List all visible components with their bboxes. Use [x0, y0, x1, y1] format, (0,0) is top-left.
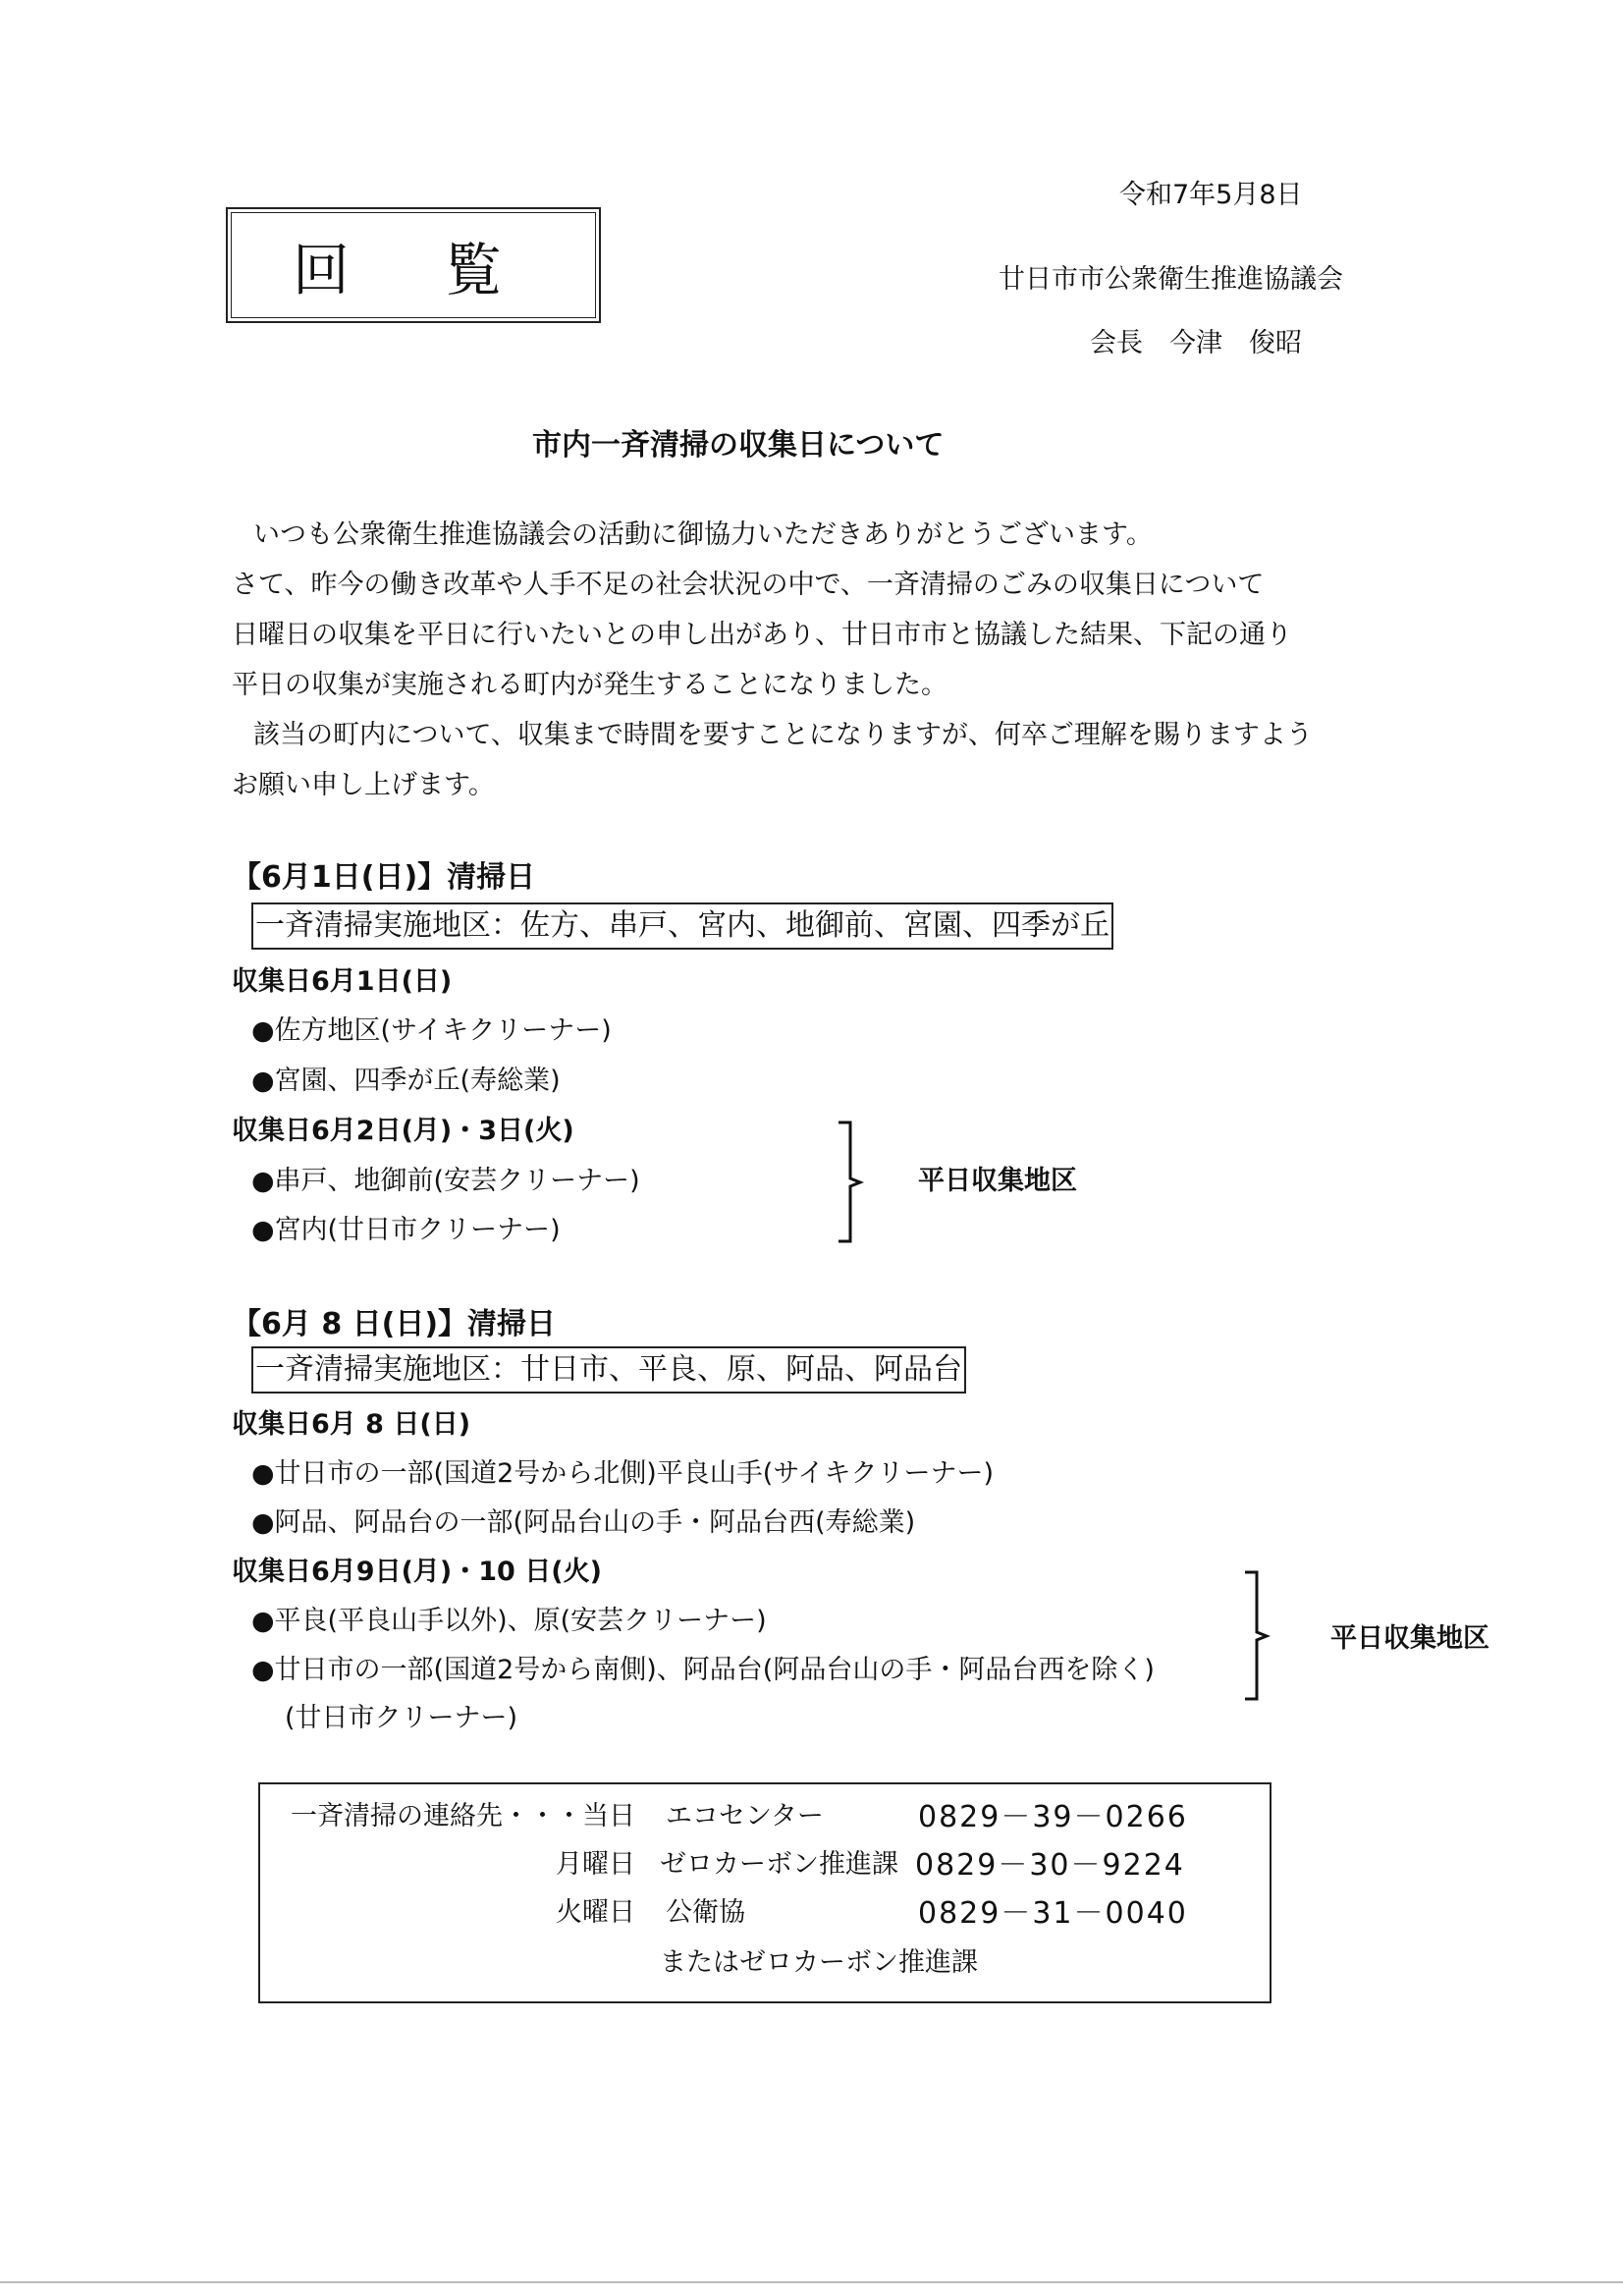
section1-weekday-label: 平日収集地区: [918, 1166, 1077, 1196]
contact-day: 月曜日: [556, 1849, 635, 1880]
section1-collection2-heading: 収集日6月2日(月)・3日(火): [232, 1116, 574, 1146]
scan-edge-line: [0, 2281, 1623, 2283]
section2-brace: [1243, 1569, 1272, 1703]
document-date: 令和7年5月8日: [1119, 180, 1303, 210]
section2-weekday-label: 平日収集地区: [1330, 1623, 1489, 1654]
contact-place: 公衛協: [666, 1897, 745, 1928]
contact-number: 0829－30－9224: [915, 1848, 1185, 1883]
section2-collection2-heading: 収集日6月9日(月)・10 日(火): [232, 1557, 602, 1587]
contact-note: またはゼロカーボン推進課: [660, 1947, 978, 1978]
section2-collection1-item: ●廿日市の一部(国道2号から北側)平良山手(サイキクリーナー): [251, 1458, 994, 1489]
section2-collection2-item: ●廿日市の一部(国道2号から南側)、阿品台(阿品台山の手・阿品台西を除く): [251, 1655, 1155, 1685]
section1-collection2-item: ●宮内(廿日市クリーナー): [251, 1215, 561, 1245]
section1-collection1-item: ●宮園、四季が丘(寿総業): [251, 1066, 561, 1096]
section2-area-box: 一斉清掃実施地区：廿日市、平良、原、阿品、阿品台: [251, 1346, 966, 1394]
section1-collection1-item: ●佐方地区(サイキクリーナー): [251, 1015, 612, 1046]
body-line-5: 該当の町内について、収集まで時間を要すことになりますが、何卒ご理解を賜りますよう: [253, 720, 1313, 750]
section1-brace: [837, 1120, 866, 1245]
section1-collection2-item: ●串戸、地御前(安芸クリーナー): [251, 1166, 640, 1196]
kairan-char-1: 回: [293, 237, 351, 303]
kairan-stamp-box: [226, 207, 601, 323]
section1-heading: 【6月1日(日)】清掃日: [232, 860, 536, 895]
section1-area-box: 一斉清掃実施地区：佐方、串戸、宮内、地御前、宮園、四季が丘: [251, 902, 1113, 950]
organization-name: 廿日市市公衆衛生推進協議会: [999, 264, 1343, 295]
body-line-1: いつも公衆衛生推進協議会の活動に御協力いただきありがとうございます。: [253, 519, 1153, 550]
document-title: 市内一斉清掃の収集日について: [532, 428, 945, 463]
section2-collection1-item: ●阿品、阿品台の一部(阿品台山の手・阿品台西(寿総業): [251, 1507, 916, 1538]
body-line-2: さて、昨今の働き改革や人手不足の社会状況の中で、一斉清掃のごみの収集日について: [232, 570, 1265, 600]
body-line-6: お願い申し上げます。: [232, 770, 495, 800]
contact-place: ゼロカーボン推進課: [660, 1849, 898, 1880]
contact-label: 一斉清掃の連絡先・・・当日: [291, 1801, 635, 1831]
contact-number: 0829－39－0266: [918, 1800, 1188, 1834]
contact-place: エコセンター: [666, 1801, 824, 1831]
section2-collection2-item: (廿日市クリーナー): [285, 1703, 518, 1733]
section2-collection1-heading: 収集日6月 8 日(日): [232, 1409, 471, 1440]
section2-heading: 【6月 8 日(日)】清掃日: [232, 1307, 557, 1341]
body-line-3: 日曜日の収集を平日に行いたいとの申し出があり、廿日市市と協議した結果、下記の通り: [232, 620, 1292, 650]
body-line-4: 平日の収集が実施される町内が発生することになりました。: [232, 670, 947, 700]
section2-collection2-item: ●平良(平良山手以外)、原(安芸クリーナー): [251, 1606, 767, 1636]
chair-name: 会長 今津 俊昭: [1090, 328, 1302, 358]
contact-day: 火曜日: [556, 1897, 635, 1928]
kairan-char-2: 覧: [445, 237, 503, 303]
contact-number: 0829－31－0040: [918, 1896, 1188, 1931]
section1-collection1-heading: 収集日6月1日(日): [232, 966, 453, 997]
